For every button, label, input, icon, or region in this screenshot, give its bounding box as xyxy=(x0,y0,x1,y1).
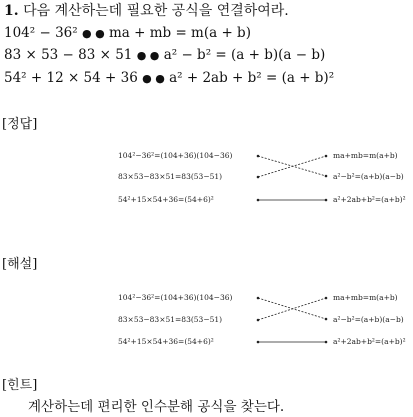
explanation-dot-left-3 xyxy=(257,341,260,344)
row-1-dots: ● ● xyxy=(81,27,105,40)
explanation-left-1: 104²−36²=(104+36)(104−36) xyxy=(118,293,233,302)
explanation-dot-left-1 xyxy=(257,297,260,300)
answer-left-2: 83×53−83×51=83(53−51) xyxy=(118,172,223,181)
hint-text: 계산하는데 편리한 인수분해 공식을 찾는다. xyxy=(28,399,285,415)
question-row-3 xyxy=(4,69,334,88)
explanation-dot-right-1 xyxy=(325,297,328,300)
answer-dot-right-1 xyxy=(325,155,328,158)
answer-left-3: 54²+15×54+36=(54+6)² xyxy=(118,195,214,204)
answer-dot-left-2 xyxy=(257,176,260,179)
row-3-right: a² + 2ab + b² = (a + b)² xyxy=(169,70,335,86)
explanation-dot-left-2 xyxy=(257,319,260,322)
row-1-left: 104² − 36² xyxy=(4,25,78,41)
explanation-right-2: a²−b²=(a+b)(a−b) xyxy=(333,315,404,324)
row-3-dots: ● ● xyxy=(142,72,165,85)
row-2-dots: ● ● xyxy=(136,49,160,62)
answer-left-1: 104²−36²=(104+36)(104−36) xyxy=(118,151,233,160)
explanation-dot-right-2 xyxy=(325,318,328,321)
explanation-right-3: a²+2ab+b²=(a+b)² xyxy=(333,337,406,346)
explanation-right-1: ma+mb=m(a+b) xyxy=(333,293,398,302)
question-row-1 xyxy=(4,24,251,43)
answer-right-1: ma+mb=m(a+b) xyxy=(333,151,398,160)
answer-right-2: a²−b²=(a+b)(a−b) xyxy=(333,172,404,181)
explanation-dot-right-3 xyxy=(325,341,328,344)
answer-dot-left-3 xyxy=(257,199,260,202)
answer-right-3: a²+2ab+b²=(a+b)² xyxy=(333,195,406,204)
row-2-left: 83 × 53 − 83 × 51 xyxy=(4,47,133,63)
question-number: 1. xyxy=(4,3,19,19)
answer-dot-right-2 xyxy=(325,175,328,178)
explanation-left-3: 54²+15×54+36=(54+6)² xyxy=(118,337,214,346)
row-2-right: a² − b² = (a + b)(a − b) xyxy=(163,47,326,63)
hint-label: [힌트] xyxy=(2,378,38,393)
explanation-diagram xyxy=(0,280,413,355)
answer-dot-right-3 xyxy=(325,199,328,202)
row-1-right: ma + mb = m(a + b) xyxy=(108,25,251,41)
question-text: 다음 계산하는데 필요한 공식을 연결하여라. xyxy=(23,3,289,19)
question-header xyxy=(4,2,289,20)
question-row-2 xyxy=(4,46,325,65)
row-3-left: 54² + 12 × 54 + 36 xyxy=(4,70,138,86)
answer-label: [정답] xyxy=(2,117,38,132)
explanation-label: [해설] xyxy=(2,257,38,272)
answer-diagram xyxy=(0,140,413,215)
answer-dot-left-1 xyxy=(257,155,260,158)
explanation-left-2: 83×53−83×51=83(53−51) xyxy=(118,315,223,324)
